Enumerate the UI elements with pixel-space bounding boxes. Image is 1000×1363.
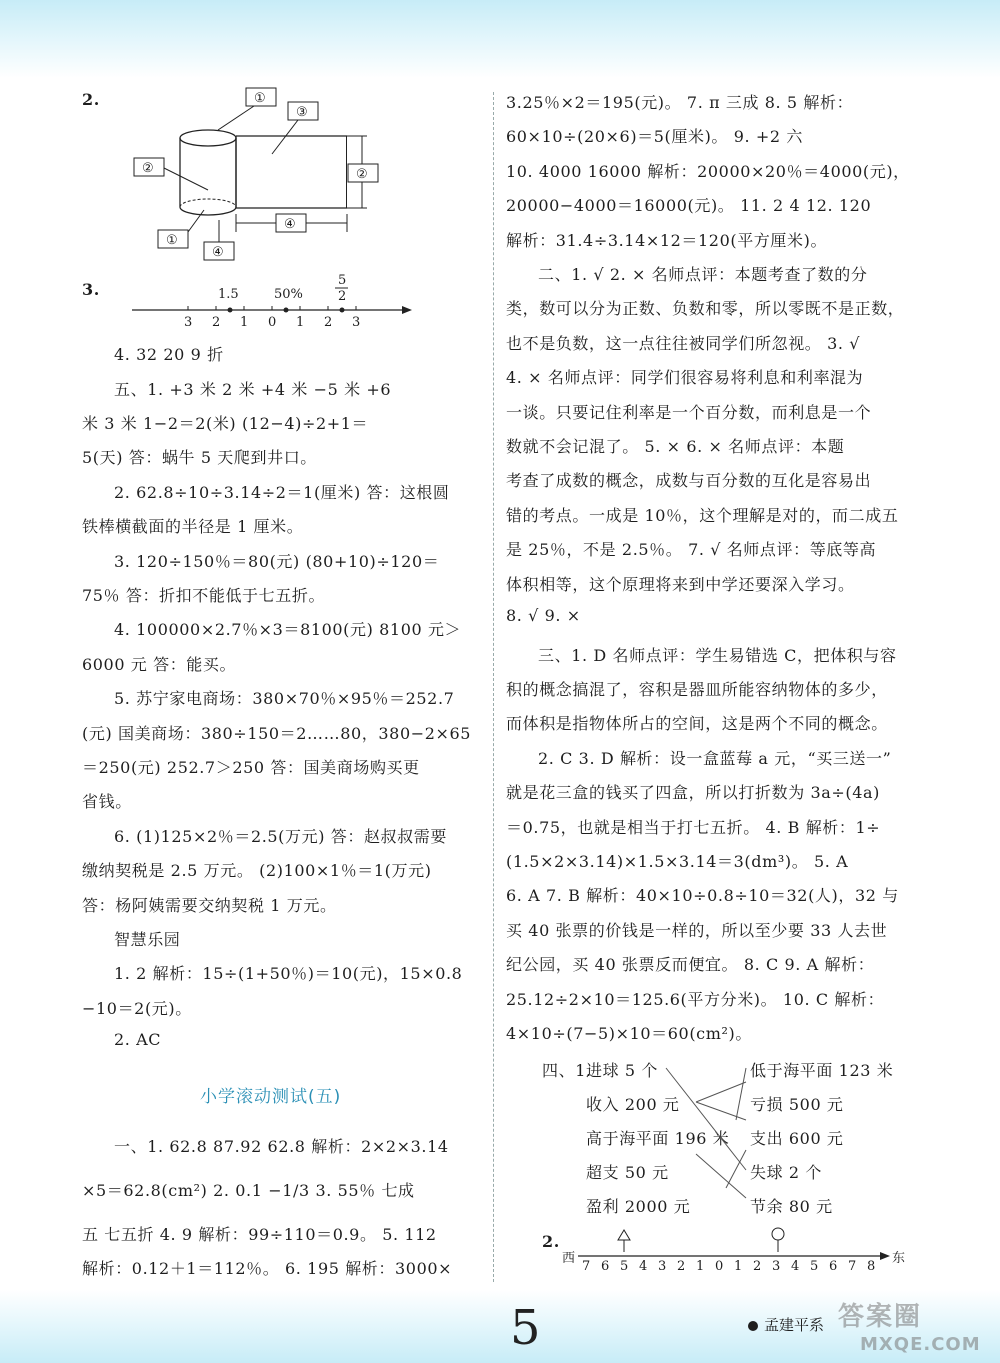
numline2-tick: 2 [677,1259,686,1272]
numline-tick: 2 [212,315,221,330]
answer-line: 一谈。只要记住利率是一个百分数，而利息是一个 [506,403,872,422]
match-left-item: 收入 200 元 [586,1095,680,1114]
numline-label-50pct: 50% [274,287,303,302]
answer-line: 2. C 3. D 解析：设一盒蓝莓 a 元，“买三送一” [538,749,892,768]
cyl-label-4a: ④ [284,217,296,232]
answer-line: 就是花三盒的钱买了四盒，所以打折数为 3a÷(4a) [506,783,881,802]
answer-line: 纪公园，买 40 张票反而便宜。 8. C 9. A 解析： [506,955,875,974]
section-title: 小学滚动测试(五) [200,1087,342,1107]
cyl-label-1b: ① [166,233,178,248]
question-2-label: 2. [82,90,100,109]
numline2-tick: 3 [772,1259,781,1272]
numline2-tick: 1 [734,1259,743,1272]
cyl-label-2b: ② [356,167,368,182]
match-label: 四、1. [542,1061,592,1080]
answer-line: 60×10÷(20×6)＝5(厘米)。 9. +2 六 [506,127,803,146]
match-left-item: 盈利 2000 元 [586,1197,691,1216]
numline2-tick: 2 [753,1259,762,1272]
answer-line: (1.5×2×3.14)×1.5×3.14＝3(dm³)。 5. A [506,852,849,871]
match-left-item: 高于海平面 196 米 [586,1129,730,1148]
answer-line: 数就不会记混了。 5. × 6. × 名师点评：本题 [506,437,845,456]
match-right-item: 低于海平面 123 米 [750,1061,894,1080]
answer-line: 积的概念搞混了，容积是器皿所能容纳物体的多少， [506,680,888,699]
match-left-item: 超支 50 元 [586,1163,669,1182]
numline2-tick: 3 [658,1259,667,1272]
answer-line: 类，数可以分为正数、负数和零，所以零既不是正数， [506,299,905,318]
cylinder-diagram [122,82,422,262]
numline2-tick: 4 [791,1259,800,1272]
answer-line: 考查了成数的概念，成数与百分数的互化是容易出 [506,471,872,490]
numline2-label: 2. [542,1232,560,1251]
answer-line: 解析：31.4÷3.14×12＝120(平方厘米)。 [506,231,828,250]
numline-label-1-5: 1.5 [218,287,239,302]
answer-line: 而体积是指物体所占的空间，这是两个不同的概念。 [506,714,888,733]
answer-line: 五 七五折 4. 9 解析：99÷110＝0.9。 5. 112 [82,1225,437,1244]
match-right-item: 亏损 500 元 [750,1095,844,1114]
answer-line: 4. 100000×2.7％×3＝8100(元) 8100 元＞ [114,620,462,639]
answer-line: 缴纳契税是 2.5 万元。 (2)100×1％＝1(万元) [82,861,432,880]
answer-line: 米 3 米 1−2＝2(米) (12−4)÷2+1＝ [82,414,369,433]
answer-line: 1. 2 解析：15÷(1+50％)＝10(元)，15×0.8 [114,964,463,983]
numline-tick: 1 [240,315,249,330]
numline2-tick: 0 [715,1259,724,1272]
answer-line: 一、1. 62.8 87.92 62.8 解析：2×2×3.14 [114,1137,449,1156]
answer-line: 体积相等，这个原理将来到中学还要深入学习。 [506,575,855,594]
numline-frac-num: 5 [338,273,347,288]
number-line-2 [558,1222,908,1272]
numline2-tick: 6 [601,1259,610,1272]
numline-tick: 1 [296,315,305,330]
answer-line: 是 25％，不是 2.5％。 7. √ 名师点评：等底等高 [506,540,877,559]
numline-frac-den: 2 [338,289,347,304]
answer-line: 解析：0.12＋1＝112％。 6. 195 解析：3000× [82,1259,453,1278]
answer-line: 铁棒横截面的半径是 1 厘米。 [82,517,304,536]
watermark-url: MXQE.COM [860,1334,981,1355]
numline2-tick: 4 [639,1259,648,1272]
watermark-logo: 答案圈 [838,1302,923,1332]
match-lines [656,1058,756,1208]
answer-line: 答：杨阿姨需要交纳契税 1 万元。 [82,896,337,915]
numline2-tick: 8 [867,1259,876,1272]
numline2-tick: 7 [848,1259,857,1272]
cyl-label-3: ③ [296,105,308,120]
numline-tick: 3 [184,315,193,330]
answer-line: 2. AC [114,1030,162,1049]
answer-line: 4. 32 20 9 折 [114,345,224,364]
answer-line: 6000 元 答：能买。 [82,655,237,674]
numline2-tick: 6 [829,1259,838,1272]
cyl-label-4b: ④ [212,245,224,260]
page-number: 5 [510,1300,541,1356]
answer-line: 二、1. √ 2. × 名师点评：本题考查了数的分 [538,265,868,284]
answer-line: (元) 国美商场：380÷150＝2……80，380−2×65 [82,724,472,743]
east-label: 东 [892,1251,906,1266]
answer-line: 省钱。 [82,792,132,811]
cyl-label-1: ① [254,91,266,106]
numline2-tick: 7 [582,1259,591,1272]
answer-line: 错的考点。一成是 10％，这个理解是对的，而二成五 [506,506,899,525]
numline-tick: 2 [324,315,333,330]
answer-line: 五、1. +3 米 2 米 +4 米 −5 米 +6 [114,380,392,399]
number-line-1 [122,272,422,332]
answer-line: 75％ 答：折扣不能低于七五折。 [82,586,326,605]
numline2-tick: 5 [620,1259,629,1272]
numline-tick: 3 [352,315,361,330]
answer-line: 4. × 名师点评：同学们很容易将利息和利率混为 [506,368,864,387]
match-right-item: 失球 2 个 [750,1163,822,1182]
west-label: 西 [562,1251,576,1266]
footer-series-name: 孟建平系 [764,1316,825,1334]
answer-line: 4×10÷(7−5)×10＝60(cm²)。 [506,1024,752,1043]
answer-line: 3.25％×2＝195(元)。 7. π 三成 8. 5 解析： [506,93,854,112]
answer-line: 6. (1)125×2％＝2.5(万元) 答：赵叔叔需要 [114,827,447,846]
answer-line: 6. A 7. B 解析：40×10÷0.8÷10＝32(人)，32 与 [506,886,899,905]
answer-line: ＝0.75，也就是相当于打七五折。 4. B 解析：1÷ [506,818,881,837]
answer-line: 8. √ 9. × [506,606,581,625]
answer-line: 也不是负数，这一点往往被同学们所忽视。 3. √ [506,334,861,353]
match-right-item: 支出 600 元 [750,1129,844,1148]
match-right-item: 节余 80 元 [750,1197,833,1216]
top-decoration-band [0,0,1000,78]
answer-line: 10. 4000 16000 解析：20000×20％＝4000(元)， [506,162,910,181]
numline-tick: 0 [268,315,277,330]
cyl-label-2a: ② [142,161,154,176]
answer-line: 2. 62.8÷10÷3.14÷2＝1(厘米) 答：这根圆 [114,483,450,502]
match-left-item: 进球 5 个 [586,1061,658,1080]
answer-line: 20000−4000＝16000(元)。 11. 2 4 12. 120 [506,196,872,215]
answer-line: 买 40 张票的价钱是一样的，所以至少要 33 人去世 [506,921,888,940]
question-3-label: 3. [82,280,100,299]
answer-line: 3. 120÷150％＝80(元) (80+10)÷120＝ [114,552,440,571]
numline2-tick: 5 [810,1259,819,1272]
footer-bullet [748,1321,758,1331]
answer-line: −10＝2(元)。 [82,999,192,1018]
numline2-ticks [582,1259,875,1272]
answer-line: ＝250(元) 252.7＞250 答：国美商场购买更 [82,758,420,777]
answer-line: 三、1. D 名师点评：学生易错选 C，把体积与容 [538,646,897,665]
column-divider [493,92,494,1282]
answer-line: ×5＝62.8(cm²) 2. 0.1 −1/3 3. 55％ 七成 [82,1181,415,1200]
answer-line: 5. 苏宁家电商场：380×70％×95％＝252.7 [114,689,455,708]
numline2-tick: 1 [696,1259,705,1272]
answer-line: 5(天) 答：蜗牛 5 天爬到井口。 [82,448,317,467]
answer-line: 25.12÷2×10＝125.6(平方分米)。 10. C 解析： [506,990,885,1009]
wisdom-park-heading: 智慧乐园 [114,930,181,949]
